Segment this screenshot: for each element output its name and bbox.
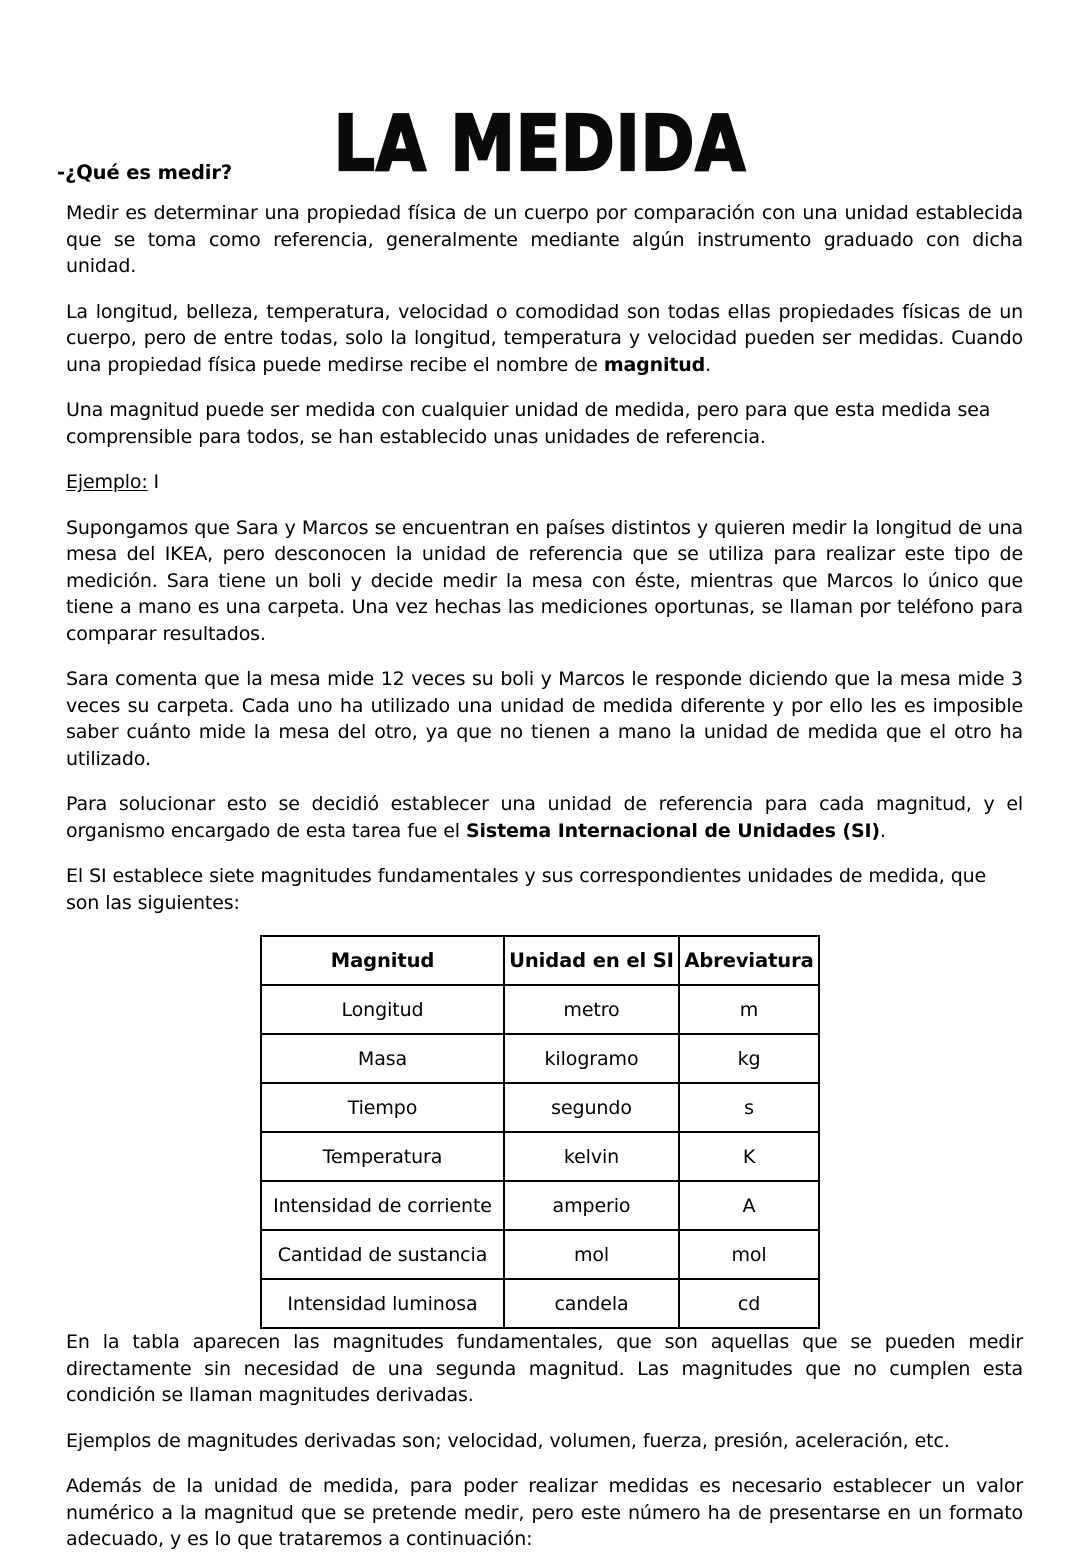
emphasis-magnitud: magnitud [603,353,706,376]
paragraph-valor-numerico: Además de la unidad de medida, para poder realizar medidas es necesario establecer un valor numérico a la magnitud que se pretende medir, pero este número ha de presentarse en un formato adecuado, y es lo que trataremos a continuación: [66,1475,1023,1550]
example-label-numeral: I [147,471,159,493]
table-row [261,1181,819,1230]
cell-unidad: segundo [504,1083,679,1132]
si-units-table-body [261,985,819,1328]
paragraph-ejemplo-resultados: Sara comenta que la mesa mide 12 veces su boli y Marcos le responde diciendo que la mesa mide 3 veces su carpeta. Cada uno ha utilizado una unidad de medida diferente y por ello les es imposible saber cuánto mide la mesa del otro, ya que no tienen a mano la unidad de medida que el otro ha utilizado. [66,668,1023,770]
section-heading-que-es-medir: -¿Qué es medir? [57,161,233,184]
paragraph-sistema-internacional [57,791,1023,844]
emphasis-sistema-internacional: Sistema Internacional de Unidades (SI) [466,819,880,842]
si-units-table [260,935,820,1329]
table-row [261,1279,819,1328]
cell-unidad: metro [504,985,679,1034]
paragraph-ejemplo-sara-marcos: Supongamos que Sara y Marcos se encuentran en países distintos y quieren medir la longitud de una mesa del IKEA, pero desconocen la unidad de referencia que se utiliza para realizar este tipo de medición. Sara tiene un boli y decide medir la mesa con éste, mientras que Marcos lo único que tiene a mano es una carpeta. Una vez hechas las mediciones oportunas, se llaman por teléfono para comparar resultados. [66,516,1023,645]
cell-abreviatura: A [679,1181,819,1230]
cell-magnitud: Longitud [261,985,504,1034]
cell-abreviatura: kg [679,1034,819,1083]
table-row [261,1230,819,1279]
paragraph-propiedades-fisicas-tail: . [705,353,711,376]
paragraph-sistema-internacional-text: Para solucionar esto se decidió establecer una unidad de referencia para cada magnitud, y el organismo encargado de esta tarea fue el [66,793,1023,842]
si-units-table-head [261,936,819,985]
paragraph-siete-magnitudes: El SI establece siete magnitudes fundamentales y sus correspondientes unidades de medida, que son las siguientes: [66,865,987,914]
column-header-unidad: Unidad en el SI [504,936,679,985]
cell-unidad: mol [504,1230,679,1279]
cell-abreviatura: cd [679,1279,819,1328]
cell-magnitud: Masa [261,1034,504,1083]
column-header-magnitud: Magnitud [261,936,504,985]
example-label-word: Ejemplo: [66,471,148,493]
paragraph-propiedades-fisicas [57,299,1023,379]
cell-abreviatura: m [679,985,819,1034]
page-title: LA MEDIDA [333,99,747,189]
table-header-row [261,936,819,985]
table-row [261,985,819,1034]
paragraph-propiedades-fisicas-text: La longitud, belleza, temperatura, velocidad o comodidad son todas ellas propiedades físicas de un cuerpo, pero de entre todas, solo la longitud, temperatura y velocidad pueden ser medidas. Cuando una propiedad física puede medirse recibe el nombre de [66,300,1023,376]
document-body [57,160,1023,1553]
cell-magnitud: Intensidad luminosa [261,1279,504,1328]
paragraph-ejemplos-derivadas: Ejemplos de magnitudes derivadas son; velocidad, volumen, fuerza, presión, aceleración, etc. [66,1429,950,1452]
paragraph-sistema-internacional-tail: . [879,819,886,842]
cell-unidad: kilogramo [504,1034,679,1083]
table-row [261,1034,819,1083]
cell-magnitud: Intensidad de corriente [261,1181,504,1230]
cell-abreviatura: s [679,1083,819,1132]
table-row [261,1083,819,1132]
cell-magnitud: Cantidad de sustancia [261,1230,504,1279]
example-label [57,469,1023,496]
column-header-abreviatura: Abreviatura [679,936,819,985]
paragraph-definicion-medir: Medir es determinar una propiedad física de un cuerpo por comparación con una unidad establecida que se toma como referencia, generalmente mediante algún instrumento graduado con dicha unidad. [66,202,1023,277]
cell-abreviatura: K [679,1132,819,1181]
paragraph-magnitudes-fundamentales: En la tabla aparecen las magnitudes fundamentales, que son aquellas que se pueden medir directamente sin necesidad de una segunda magnitud. Las magnitudes que no cumplen esta condición se llaman magnitudes derivadas. [66,1331,1023,1406]
cell-unidad: candela [504,1279,679,1328]
cell-magnitud: Tiempo [261,1083,504,1132]
cell-abreviatura: mol [679,1230,819,1279]
cell-unidad: kelvin [504,1132,679,1181]
table-row [261,1132,819,1181]
si-units-table-container [57,935,1023,1329]
cell-unidad: amperio [504,1181,679,1230]
cell-magnitud: Temperatura [261,1132,504,1181]
paragraph-unidades-referencia: Una magnitud puede ser medida con cualquier unidad de medida, pero para que esta medida sea comprensible para todos, se han establecido unas unidades de referencia. [66,399,991,448]
